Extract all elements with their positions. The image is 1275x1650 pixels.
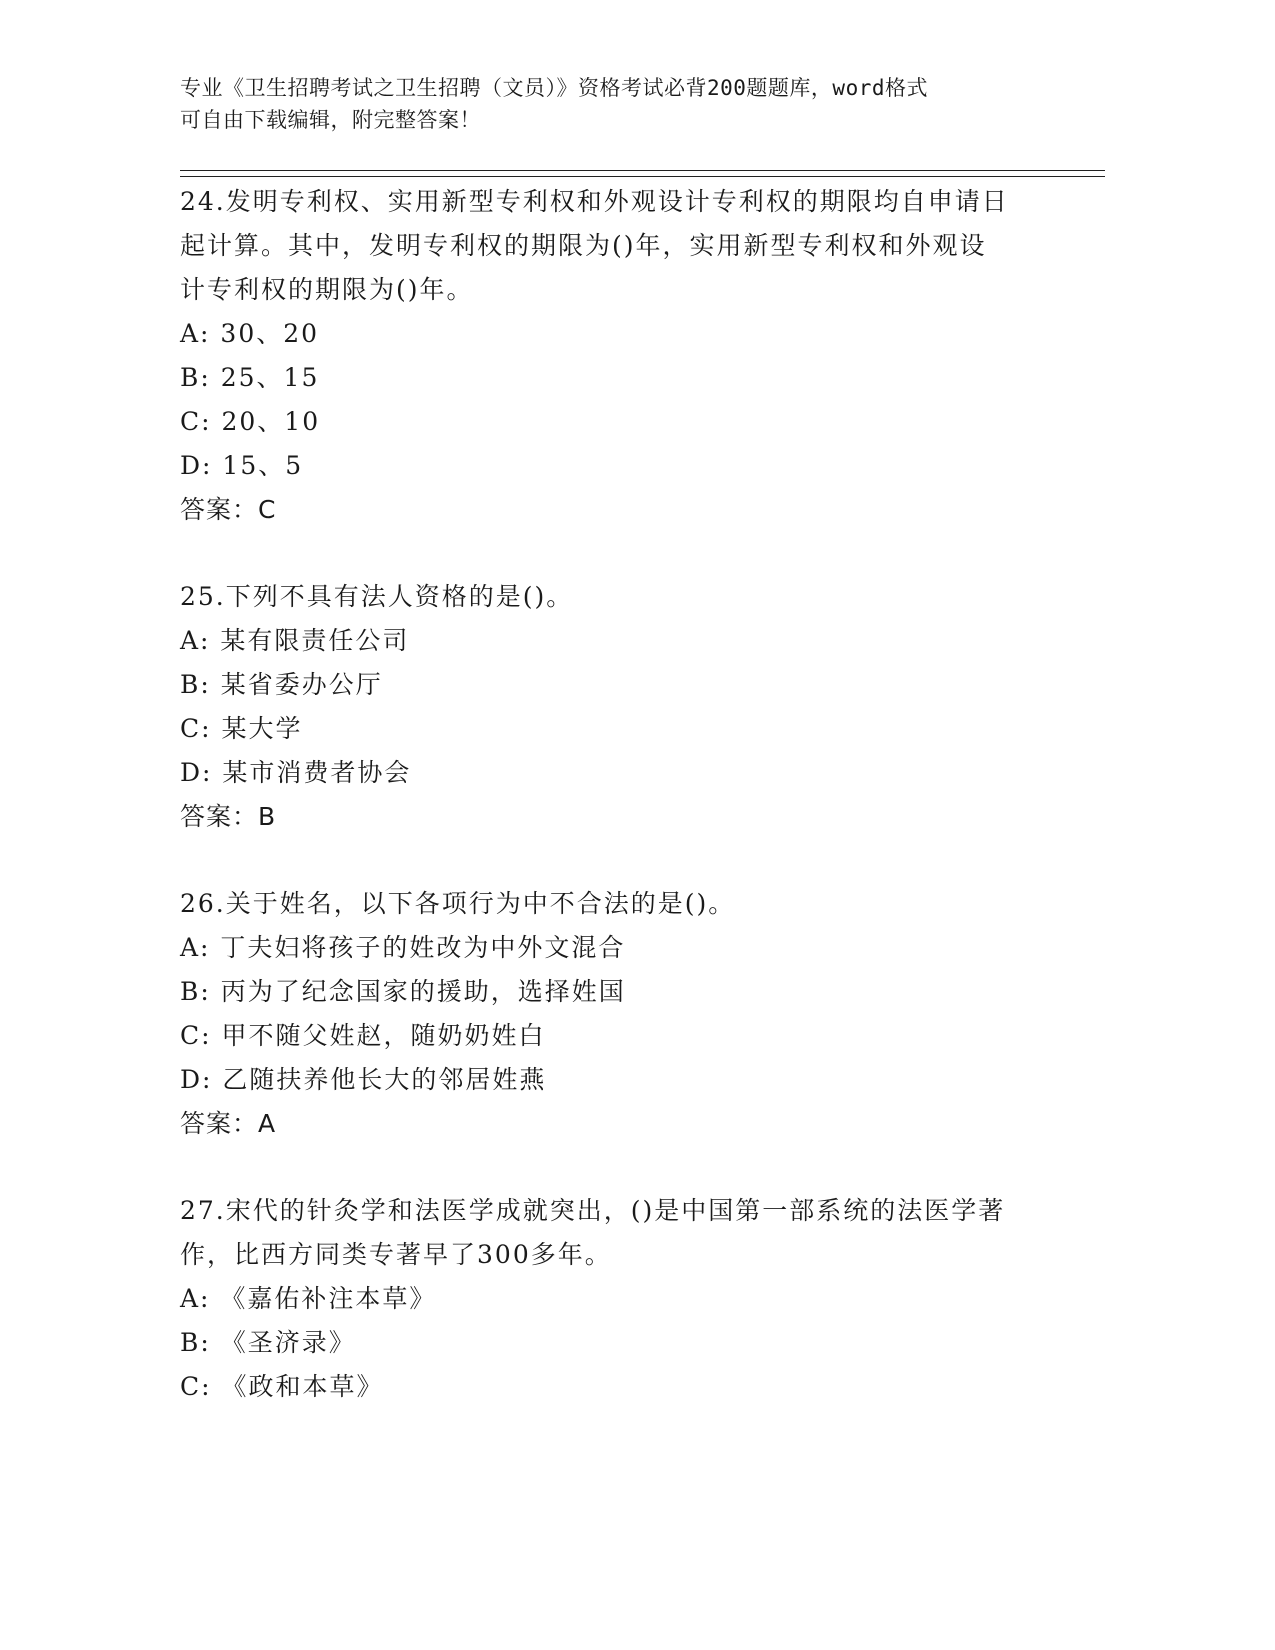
option-c: C: 《政和本草》 — [180, 1372, 384, 1401]
document-header — [180, 72, 1060, 136]
question-text-line: 作，比西方同类专著早了300多年。 — [180, 1240, 612, 1269]
question-text-line: 计专利权的期限为()年。 — [180, 275, 474, 304]
answer-line: 答案：C — [180, 495, 277, 524]
question-24 — [180, 180, 1060, 532]
option-c: C: 20、10 — [180, 407, 321, 436]
question-text-line: 25.下列不具有法人资格的是()。 — [180, 582, 574, 611]
question-gap — [180, 532, 1060, 575]
option-b: B: 《圣济录》 — [180, 1328, 356, 1357]
question-text-line: 27.宋代的针灸学和法医学成就突出，()是中国第一部系统的法医学著 — [180, 1196, 1006, 1225]
question-26 — [180, 882, 1060, 1146]
answer-line: 答案：A — [180, 1109, 277, 1138]
question-text-line: 起计算。其中，发明专利权的期限为()年，实用新型专利权和外观设 — [180, 231, 987, 260]
answer-line: 答案：B — [180, 802, 277, 831]
header-line-2: 可自由下载编辑，附完整答案！ — [180, 108, 481, 132]
option-a: A: 30、20 — [180, 319, 320, 348]
option-b: B: 25、15 — [180, 363, 320, 392]
option-a: A: 某有限责任公司 — [180, 626, 410, 655]
question-text-line: 24.发明专利权、实用新型专利权和外观设计专利权的期限均自申请日 — [180, 187, 1009, 216]
option-c: C: 甲不随父姓赵，随奶奶姓白 — [180, 1021, 546, 1050]
option-b: B: 丙为了纪念国家的援助，选择姓国 — [180, 977, 626, 1006]
option-d: D: 某市消费者协会 — [180, 758, 412, 787]
option-b: B: 某省委办公厅 — [180, 670, 383, 699]
question-text-line: 26.关于姓名，以下各项行为中不合法的是()。 — [180, 889, 736, 918]
question-list — [180, 180, 1060, 1409]
option-d: D: 乙随扶养他长大的邻居姓燕 — [180, 1065, 547, 1094]
question-27 — [180, 1189, 1060, 1409]
option-d: D: 15、5 — [180, 451, 304, 480]
question-gap — [180, 839, 1060, 882]
option-a: A: 《嘉佑补注本草》 — [180, 1284, 437, 1313]
option-a: A: 丁夫妇将孩子的姓改为中外文混合 — [180, 933, 626, 962]
question-gap — [180, 1146, 1060, 1189]
header-divider-top — [180, 170, 1105, 171]
header-divider-bottom — [180, 176, 1105, 177]
header-line-1: 专业《卫生招聘考试之卫生招聘（文员）》资格考试必背200题题库，word格式 — [180, 76, 928, 100]
option-c: C: 某大学 — [180, 714, 303, 743]
question-25 — [180, 575, 1060, 839]
